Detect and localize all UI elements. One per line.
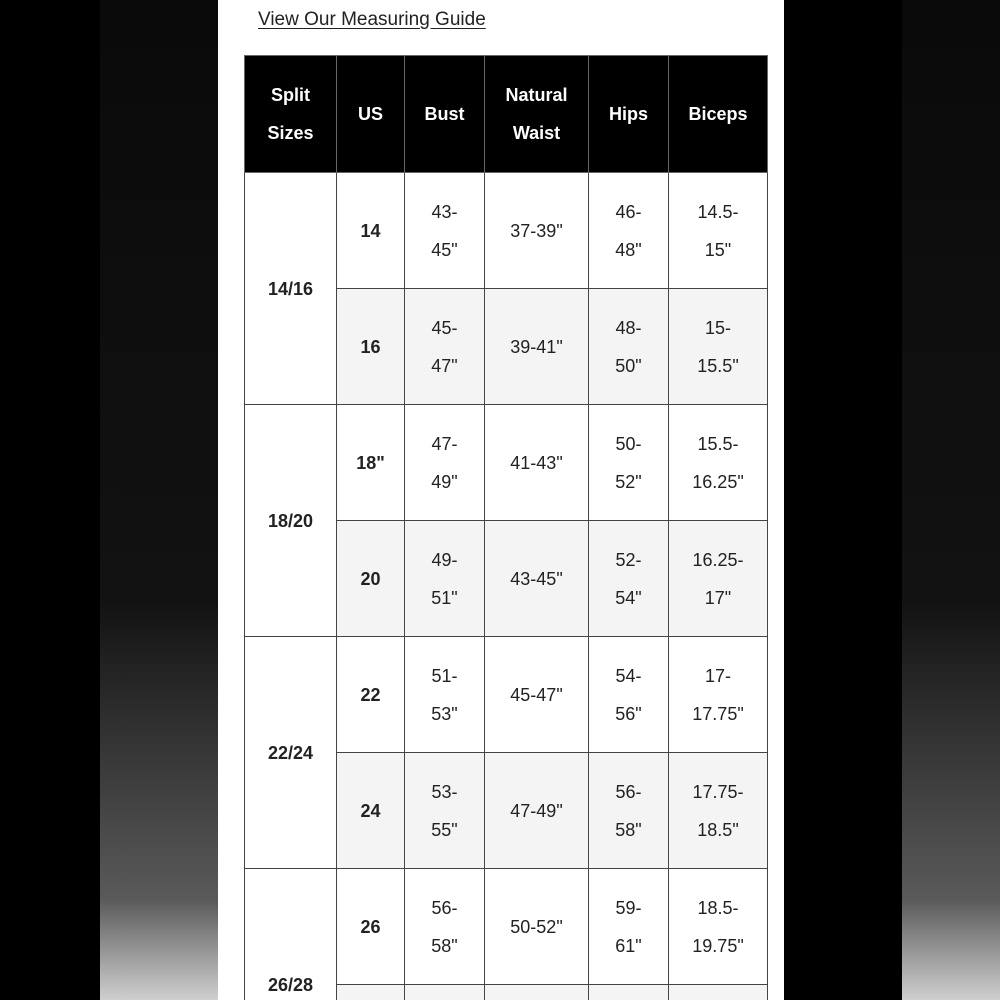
bust-cell <box>405 985 485 1000</box>
hips-cell: 59- 61" <box>589 869 669 985</box>
hips-cell: 50- 52" <box>589 405 669 521</box>
table-row <box>245 405 768 521</box>
table-row <box>245 869 768 985</box>
biceps-cell <box>669 985 768 1000</box>
hips-cell: 54- 56" <box>589 637 669 753</box>
header-natural-waist: Natural Waist <box>485 56 589 173</box>
header-biceps: Biceps <box>669 56 768 173</box>
header-bust: Bust <box>405 56 485 173</box>
measuring-guide-link[interactable]: View Our Measuring Guide <box>258 9 486 30</box>
hips-cell: 48- 50" <box>589 289 669 405</box>
waist-cell: 50-52" <box>485 869 589 985</box>
hips-cell: 56- 58" <box>589 753 669 869</box>
waist-cell: 41-43" <box>485 405 589 521</box>
split-size-cell: 26/28 <box>245 869 337 1000</box>
waist-cell: 37-39" <box>485 173 589 289</box>
biceps-cell: 15.5- 16.25" <box>669 405 768 521</box>
bust-cell: 49- 51" <box>405 521 485 637</box>
us-size-cell: 20 <box>337 521 405 637</box>
blurred-background-left <box>100 0 218 1000</box>
bust-cell: 43- 45" <box>405 173 485 289</box>
header-split-sizes: Split Sizes <box>245 56 337 173</box>
size-chart-page <box>218 0 784 1000</box>
bust-cell: 53- 55" <box>405 753 485 869</box>
us-size-cell: 14 <box>337 173 405 289</box>
split-size-cell: 22/24 <box>245 637 337 869</box>
biceps-cell: 14.5- 15" <box>669 173 768 289</box>
bust-cell: 45- 47" <box>405 289 485 405</box>
header-us: US <box>337 56 405 173</box>
bust-cell: 47- 49" <box>405 405 485 521</box>
waist-cell: 47-49" <box>485 753 589 869</box>
us-size-cell <box>337 985 405 1000</box>
header-hips: Hips <box>589 56 669 173</box>
size-chart-table <box>244 55 768 1000</box>
blurred-background-right <box>902 0 1000 1000</box>
split-size-cell: 14/16 <box>245 173 337 405</box>
waist-cell: 39-41" <box>485 289 589 405</box>
table-row <box>245 173 768 289</box>
us-size-cell: 26 <box>337 869 405 985</box>
us-size-cell: 24 <box>337 753 405 869</box>
us-size-cell: 18" <box>337 405 405 521</box>
bust-cell: 56- 58" <box>405 869 485 985</box>
waist-cell: 43-45" <box>485 521 589 637</box>
hips-cell: 52- 54" <box>589 521 669 637</box>
biceps-cell: 17.75- 18.5" <box>669 753 768 869</box>
bust-cell: 51- 53" <box>405 637 485 753</box>
us-size-cell: 16 <box>337 289 405 405</box>
hips-cell: 46- 48" <box>589 173 669 289</box>
table-row <box>245 637 768 753</box>
us-size-cell: 22 <box>337 637 405 753</box>
biceps-cell: 15- 15.5" <box>669 289 768 405</box>
hips-cell <box>589 985 669 1000</box>
waist-cell <box>485 985 589 1000</box>
biceps-cell: 18.5- 19.75" <box>669 869 768 985</box>
biceps-cell: 16.25- 17" <box>669 521 768 637</box>
biceps-cell: 17- 17.75" <box>669 637 768 753</box>
table-header-row <box>245 56 768 173</box>
waist-cell: 45-47" <box>485 637 589 753</box>
split-size-cell: 18/20 <box>245 405 337 637</box>
